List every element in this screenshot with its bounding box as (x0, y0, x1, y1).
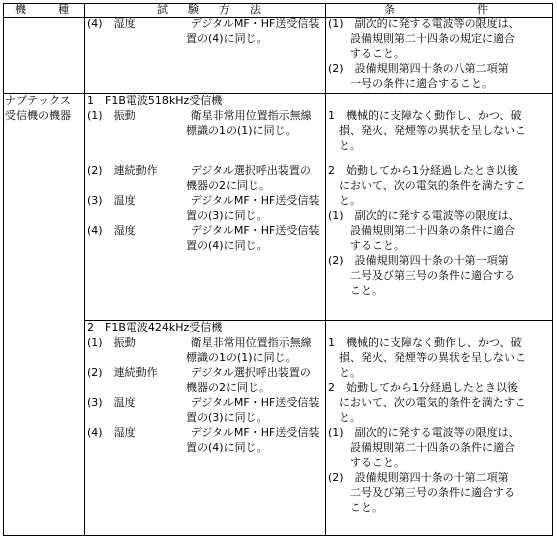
table-border-right (552, 3, 553, 536)
machine-name-line: ナブテックス (5, 94, 71, 107)
condition-line: すること。 (328, 239, 405, 252)
condition-line: すること。 (328, 47, 405, 60)
row-divider-1 (3, 93, 553, 94)
method-line: 置の(3)に同じ。 (87, 209, 268, 222)
header-condition-1: 条 (384, 3, 395, 16)
header-machine-2: 種 (58, 3, 69, 16)
method-line: 置の(4)に同じ。 (87, 32, 268, 45)
condition-line: 1 機械的に支障なく動作し、かつ、破 (328, 336, 522, 349)
table-border-top (3, 3, 553, 4)
condition-line: において、次の電気的条件を満たすこ (328, 396, 526, 409)
condition-line: と。 (328, 139, 361, 152)
header-method-2: 験 (188, 3, 199, 16)
condition-line: こと。 (328, 284, 383, 297)
table-border-bottom (3, 535, 553, 536)
method-line: 機器の2に同じ。 (87, 179, 270, 192)
method-line: (3) 温度 デジタルMF・HF送受信装 (87, 194, 320, 207)
condition-line: (1) 副次的に発する電波等の限度は、 (328, 209, 520, 222)
condition-line: (1) 副次的に発する電波等の限度は、 (328, 426, 520, 439)
header-machine-1: 機 (15, 3, 26, 16)
condition-line: 2 始動してから1分経過したとき以後 (328, 381, 518, 394)
method-line: 2 F1B電波424kHz受信機 (87, 321, 223, 334)
method-line: (1) 振動 衛星非常用位置指示無線 (87, 336, 312, 349)
condition-line: 設備規則第二十四条の条件に適合 (328, 441, 515, 454)
condition-line: 損、発火、発煙等の異状を呈しないこ (328, 351, 526, 364)
method-line: 標識の1の(1)に同じ。 (87, 124, 297, 137)
method-line: 1 F1B電波518kHz受信機 (87, 94, 223, 107)
condition-line: において、次の電気的条件を満たすこ (328, 179, 526, 192)
condition-line: 2 始動してから1分経過したとき以後 (328, 164, 518, 177)
condition-line: 損、発火、発煙等の異状を呈しないこ (328, 124, 526, 137)
machine-name-line: 受信機の機器 (5, 109, 71, 122)
header-method-3: 方 (219, 3, 230, 16)
condition-line: (2) 設備規則第四十条の八第二項第 (328, 62, 509, 75)
method-line: 置の(4)に同じ。 (87, 239, 268, 252)
header-condition-2: 件 (477, 3, 488, 16)
method-line: (4) 湿度 デジタルMF・HF送受信装 (87, 224, 320, 237)
condition-line: (2) 設備規則第四十条の十第二項第 (328, 471, 509, 484)
method-line: (1) 振動 衛星非常用位置指示無線 (87, 109, 312, 122)
table-border-col1 (84, 3, 85, 536)
method-line: 機器の2に同じ。 (87, 381, 270, 394)
condition-line: 設備規則第二十四条の条件に適合 (328, 224, 515, 237)
method-line: (2) 連続動作 デジタル選択呼出装置の (87, 164, 311, 177)
condition-line: (1) 副次的に発する電波等の限度は、 (328, 17, 520, 30)
condition-line: と。 (328, 411, 361, 424)
condition-line: 1 機械的に支障なく動作し、かつ、破 (328, 109, 522, 122)
method-line: 置の(4)に同じ。 (87, 441, 268, 454)
method-line: (2) 連続動作 デジタル選択呼出装置の (87, 366, 311, 379)
header-method-1: 試 (157, 3, 168, 16)
method-line: (3) 温度 デジタルMF・HF送受信装 (87, 396, 320, 409)
condition-line: 二号及び第三号の条件に適合する (328, 486, 515, 499)
header-method-4: 法 (250, 3, 261, 16)
method-line: 標識の1の(1)に同じ。 (87, 351, 297, 364)
condition-line: と。 (328, 366, 361, 379)
table-border-col2 (325, 3, 326, 536)
condition-line: 二号及び第三号の条件に適合する (328, 269, 515, 282)
condition-line: 設備規則第二十四条の規定に適合 (328, 32, 515, 45)
condition-line: と。 (328, 194, 361, 207)
table-border-left (3, 3, 4, 536)
method-line: (4) 湿度 デジタルMF・HF送受信装 (87, 17, 320, 30)
condition-line: すること。 (328, 456, 405, 469)
method-line: (4) 湿度 デジタルMF・HF送受信装 (87, 426, 320, 439)
method-line: 置の(3)に同じ。 (87, 411, 268, 424)
condition-line: 一号の条件に適合すること。 (328, 77, 493, 90)
condition-line: こと。 (328, 501, 383, 514)
condition-line: (2) 設備規則第四十条の十第一項第 (328, 254, 509, 267)
